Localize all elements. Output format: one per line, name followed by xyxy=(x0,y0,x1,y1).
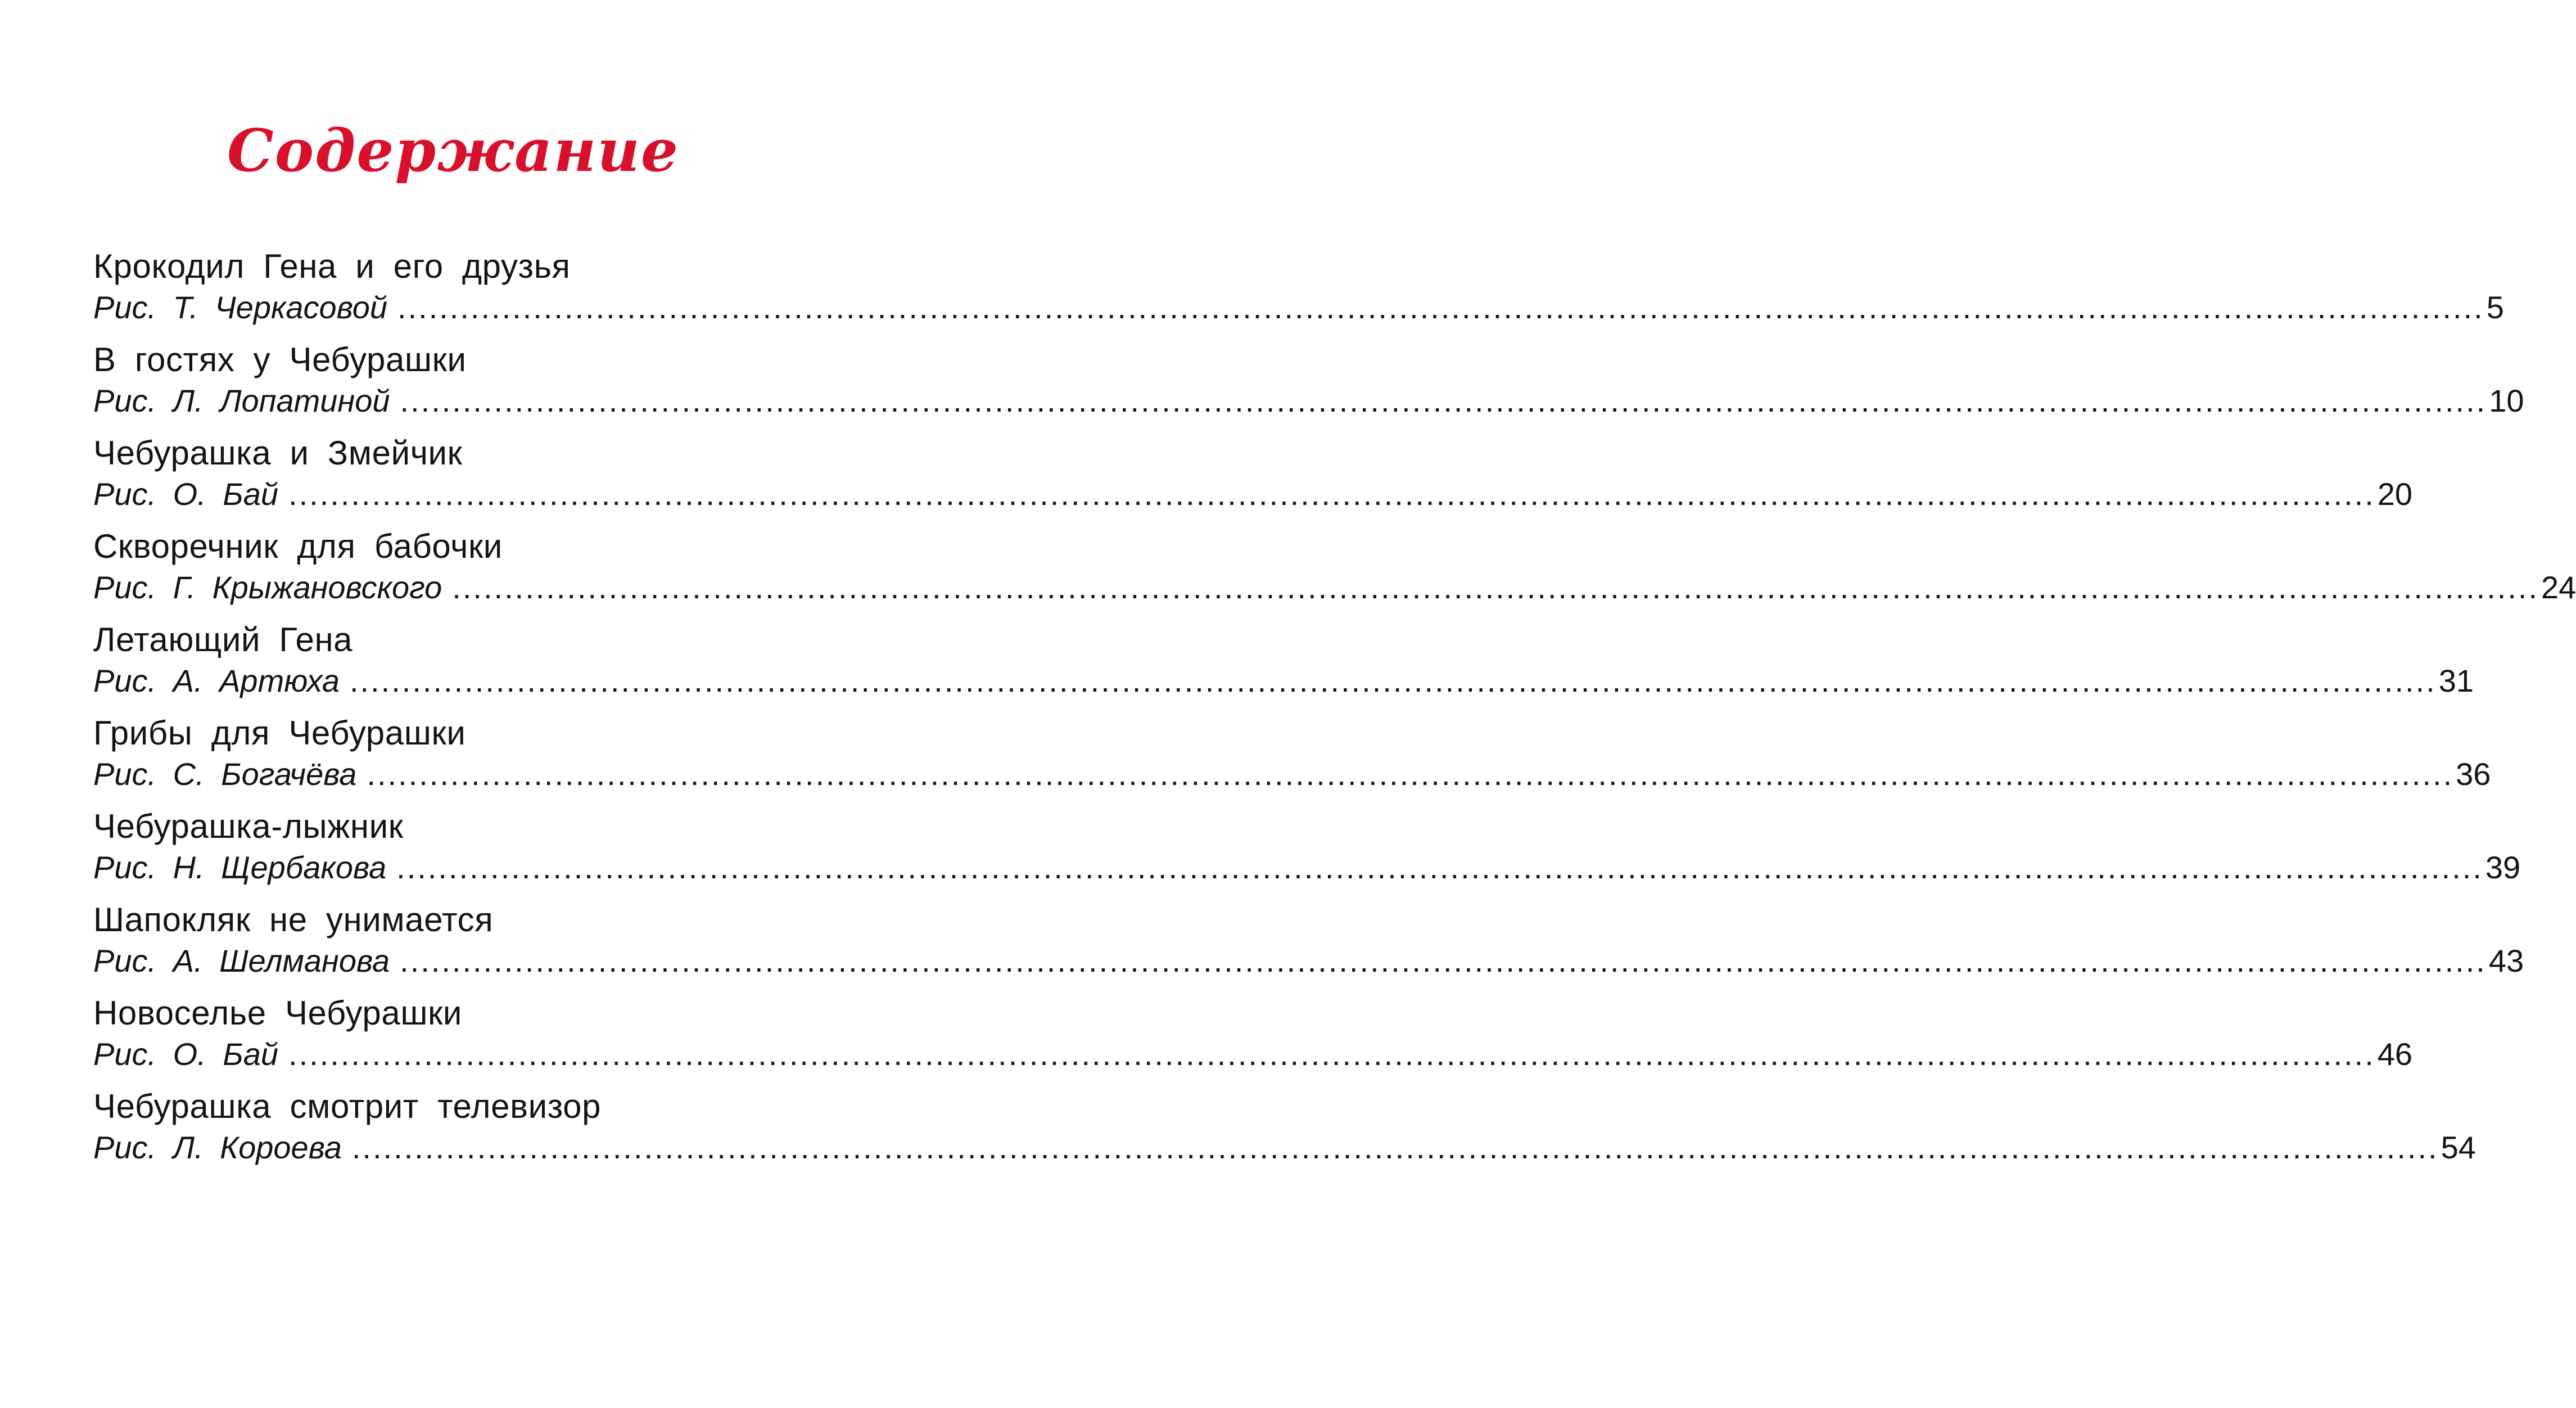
dot-leader: ........................................................................................................................................................................................................ xyxy=(288,476,2375,512)
dot-leader: ........................................................................................................................................................................................................ xyxy=(397,290,2484,325)
illustrator-credit: Рис. Т. Черкасовой xyxy=(93,290,387,325)
illustrator-credit: Рис. Г. Крыжановского xyxy=(93,570,442,605)
illustrator-credit: Рис. Н. Щербакова xyxy=(93,850,387,885)
illustrator-credit: Рис. Л. Лопатиной xyxy=(93,383,390,418)
page-number: 43 xyxy=(2488,943,2524,978)
dot-leader: ........................................................................................................................................................................................................ xyxy=(350,663,2437,698)
entry-line xyxy=(93,1035,2413,1074)
toc-entry[interactable] xyxy=(93,522,2576,615)
illustrator-credit: Рис. О. Бай xyxy=(93,476,279,512)
page-number: 36 xyxy=(2456,756,2491,792)
illustrator-credit: Рис. А. Артюха xyxy=(93,663,340,698)
dot-leader: ........................................................................................................................................................................................................ xyxy=(288,1036,2375,1072)
page-number: 24 xyxy=(2541,570,2576,605)
entry-line xyxy=(93,475,2413,514)
entry-line xyxy=(93,941,2524,981)
entry-title: Чебурашка-лыжник xyxy=(93,807,404,845)
entry-line xyxy=(93,661,2474,701)
illustrator-credit: Рис. С. Богачёва xyxy=(93,756,357,792)
page-number: 20 xyxy=(2377,476,2413,512)
toc-entry[interactable] xyxy=(93,989,2413,1082)
toc-entry[interactable] xyxy=(93,335,2524,428)
page-title: Содержание xyxy=(227,116,680,185)
entry-title: Грибы для Чебурашки xyxy=(93,714,466,752)
entry-line xyxy=(93,381,2524,421)
entry-line xyxy=(93,288,2504,327)
dot-leader: ........................................................................................................................................................................................................ xyxy=(400,383,2487,418)
dot-leader: ........................................................................................................................................................................................................ xyxy=(396,850,2483,885)
toc-entry[interactable] xyxy=(93,708,2491,802)
table-of-contents xyxy=(93,242,2576,1175)
entry-line xyxy=(93,568,2576,607)
entry-title: Чебурашка и Змейчик xyxy=(93,434,463,472)
page-number: 39 xyxy=(2485,850,2521,885)
dot-leader: ........................................................................................................................................................................................................ xyxy=(452,570,2539,605)
dot-leader: ........................................................................................................................................................................................................ xyxy=(400,943,2487,978)
toc-entry[interactable] xyxy=(93,802,2521,895)
entry-title: Крокодил Гена и его друзья xyxy=(93,247,571,285)
entry-title: Скворечник для бабочки xyxy=(93,527,503,565)
illustrator-credit: Рис. Л. Короева xyxy=(93,1130,342,1165)
toc-entry[interactable] xyxy=(93,242,2504,335)
entry-title: Новоселье Чебурашки xyxy=(93,994,463,1032)
dot-leader: ........................................................................................................................................................................................................ xyxy=(351,1130,2439,1165)
toc-entry[interactable] xyxy=(93,1082,2476,1175)
toc-entry[interactable] xyxy=(93,428,2413,522)
page-number: 31 xyxy=(2438,663,2474,698)
entry-line xyxy=(93,848,2521,887)
page-number: 10 xyxy=(2489,383,2524,418)
entry-line xyxy=(93,755,2491,794)
toc-entry[interactable] xyxy=(93,895,2524,989)
illustrator-credit: Рис. А. Шелманова xyxy=(93,943,390,978)
entry-title: Чебурашка смотрит телевизор xyxy=(93,1087,602,1125)
page-number: 54 xyxy=(2441,1130,2476,1165)
entry-title: Шапокляк не унимается xyxy=(93,901,494,938)
page-number: 46 xyxy=(2377,1036,2413,1072)
entry-line xyxy=(93,1128,2476,1167)
page-number: 5 xyxy=(2486,290,2504,325)
illustrator-credit: Рис. О. Бай xyxy=(93,1036,279,1072)
dot-leader: ........................................................................................................................................................................................................ xyxy=(367,756,2454,792)
toc-entry[interactable] xyxy=(93,615,2474,708)
entry-title: Летающий Гена xyxy=(93,621,353,658)
entry-title: В гостях у Чебурашки xyxy=(93,341,467,378)
